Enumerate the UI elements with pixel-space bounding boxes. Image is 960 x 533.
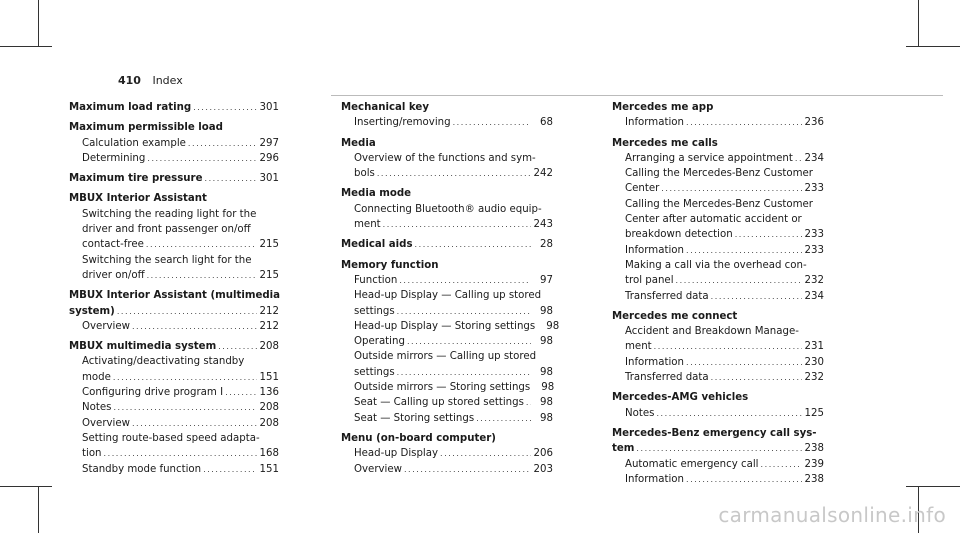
page-number: 410: [118, 74, 141, 87]
index-entry: [612, 426, 824, 487]
page-reference-link[interactable]: 203: [533, 463, 553, 475]
entry-text: Setting route-based speed adapta-: [82, 432, 260, 444]
index-subentry-line: [612, 197, 824, 212]
leader-dots: [193, 100, 257, 115]
page-reference-link[interactable]: 212: [259, 320, 279, 332]
entry-text: system): [69, 305, 115, 317]
leader-dots: [397, 304, 531, 319]
index-heading-line: [341, 431, 553, 446]
index-subentry-line: [612, 406, 824, 421]
leader-dots: [686, 472, 802, 487]
leader-dots: [440, 446, 531, 461]
crop-mark: [918, 0, 919, 47]
index-subentry-line: [612, 324, 824, 339]
page-reference-link[interactable]: 296: [259, 152, 279, 164]
entry-text: Head-up Display — Calling up stored: [354, 290, 542, 302]
page-reference-link[interactable]: 233: [804, 229, 824, 241]
entry-text: Overview: [82, 417, 130, 429]
page-reference-link[interactable]: 208: [259, 417, 279, 429]
leader-dots: [654, 339, 802, 354]
entry-text: Calling the Mercedes-Benz Customer: [625, 198, 813, 210]
leader-dots: [104, 446, 257, 461]
page-reference-link[interactable]: 206: [533, 448, 553, 460]
page-reference-link[interactable]: 242: [533, 168, 553, 180]
page-reference-link[interactable]: 234: [804, 152, 824, 164]
index-entry: [69, 339, 279, 477]
entry-text: Head-up Display: [354, 448, 439, 460]
page-reference-link[interactable]: 98: [540, 336, 553, 348]
leader-dots: [407, 334, 531, 349]
entry-text: Notes: [625, 407, 655, 419]
entry-text: driver on/off: [82, 269, 145, 281]
page-reference-link[interactable]: 215: [259, 239, 279, 251]
page-reference-link[interactable]: 301: [259, 173, 279, 185]
index-subentry-line: [612, 472, 824, 487]
leader-dots: [735, 227, 802, 242]
index-subentry-line: [341, 395, 553, 410]
index-subentry-line: [612, 339, 824, 354]
leader-dots: [636, 441, 802, 456]
index-subentry-line: [341, 462, 553, 477]
leader-dots: [686, 355, 802, 370]
entry-text: bols: [354, 168, 375, 180]
entry-text: Accident and Breakdown Manage-: [625, 326, 799, 338]
entry-text: Outside mirrors — Calling up stored: [354, 351, 537, 363]
index-heading-line: [612, 136, 824, 151]
leader-dots: [656, 406, 802, 421]
entry-text: Operating: [354, 336, 405, 348]
leader-dots: [404, 462, 531, 477]
entry-text: Standby mode function: [82, 463, 202, 475]
index-entry: [341, 136, 553, 182]
page-reference-link[interactable]: 234: [804, 290, 824, 302]
crop-mark: [38, 486, 39, 533]
page-header: [118, 74, 183, 87]
index-heading-line: [612, 441, 824, 456]
index-heading-line: [341, 258, 553, 273]
index-subentry-line: [341, 349, 553, 364]
index-entry: [341, 237, 553, 252]
index-subentry-line: [612, 166, 824, 181]
leader-dots: [686, 115, 802, 130]
index-subentry-line: [341, 288, 553, 303]
index-subentry-line: [612, 273, 824, 288]
index-entry: [341, 431, 553, 477]
index-subentry-line: [341, 217, 553, 232]
index-entry: [69, 120, 279, 166]
index-subentry-line: [341, 151, 553, 166]
page-reference-link[interactable]: 239: [804, 458, 824, 470]
entry-text: Media: [341, 137, 376, 149]
entry-text: Seat — Calling up stored settings: [354, 397, 524, 409]
entry-text: Mechanical key: [341, 102, 429, 113]
index-subentry-line: [612, 151, 824, 166]
page-reference-link[interactable]: 233: [804, 183, 824, 195]
header-rule: [331, 95, 943, 96]
index-entry: [69, 288, 279, 334]
crop-mark: [906, 46, 960, 47]
watermark-text: carmanualsonline.info: [718, 503, 946, 527]
entry-text: Making a call via the overhead con-: [625, 259, 807, 271]
index-heading-line: [69, 120, 279, 135]
index-subentry-line: [69, 222, 279, 237]
entry-text: Arranging a service appointment: [625, 152, 793, 164]
index-heading-line: [341, 237, 553, 252]
page-reference-link[interactable]: 231: [804, 341, 824, 353]
page-reference-link[interactable]: 98: [540, 366, 553, 378]
page-reference-link[interactable]: 98: [540, 397, 553, 409]
entry-text: Information: [625, 117, 684, 129]
index-subentry-line: [69, 319, 279, 334]
leader-dots: [188, 136, 257, 151]
index-entry: [69, 171, 279, 186]
page-reference-link[interactable]: 208: [259, 341, 279, 353]
entry-text: Activating/deactivating standby: [82, 356, 245, 368]
crop-mark: [38, 0, 39, 47]
index-heading-line: [69, 191, 279, 206]
page-reference-link[interactable]: 98: [541, 382, 555, 394]
leader-dots: [661, 181, 802, 196]
entry-text: Switching the reading light for the: [82, 208, 257, 220]
leader-dots: [476, 411, 531, 426]
leader-dots: [377, 166, 531, 181]
entry-text: Inserting/removing: [354, 117, 451, 129]
entry-text: Transferred data: [625, 372, 709, 384]
index-subentry-line: [69, 385, 279, 400]
page-reference-link[interactable]: 125: [804, 407, 824, 419]
entry-text: Medical aids: [341, 239, 413, 251]
page-reference-link[interactable]: 97: [540, 274, 553, 286]
index-subentry-line: [612, 457, 824, 472]
leader-dots: [397, 365, 531, 380]
index-column-1: [69, 100, 279, 482]
leader-dots: [761, 457, 802, 472]
leader-dots: [383, 217, 531, 232]
index-subentry-line: [69, 400, 279, 415]
index-subentry-line: [69, 253, 279, 268]
entry-text: Mercedes-Benz emergency call sys-: [612, 427, 817, 439]
entry-text: ment: [354, 219, 381, 231]
index-entry: [612, 136, 824, 304]
entry-text: Center: [625, 183, 660, 195]
leader-dots: [676, 273, 802, 288]
entry-text: Information: [625, 244, 684, 256]
page-reference-link[interactable]: 301: [259, 102, 279, 113]
index-subentry-line: [612, 370, 824, 385]
leader-dots: [117, 304, 257, 319]
entry-text: Mercedes-AMG vehicles: [612, 392, 749, 404]
leader-dots: [711, 289, 802, 304]
entry-text: driver and front passenger on/off: [82, 224, 251, 236]
entry-text: mode: [82, 371, 111, 383]
index-entry: [69, 100, 279, 115]
entry-text: tem: [612, 443, 635, 455]
index-column-2: [341, 100, 560, 482]
index-heading-line: [69, 100, 279, 115]
entry-text: Maximum tire pressure: [69, 173, 203, 185]
entry-text: Information: [625, 356, 684, 368]
page-reference-link[interactable]: 68: [540, 117, 553, 129]
index-entry: [341, 186, 553, 232]
entry-text: Overview: [82, 320, 130, 332]
page-reference-link[interactable]: 136: [259, 387, 279, 399]
index-subentry-line: [612, 355, 824, 370]
index-subentry-line: [69, 354, 279, 369]
entry-text: Head-up Display — Storing settings: [354, 320, 536, 332]
index-subentry-line: [341, 365, 553, 380]
index-heading-line: [69, 171, 279, 186]
entry-text: Center after automatic accident or: [625, 214, 802, 226]
page-reference-link[interactable]: 208: [259, 402, 279, 414]
leader-dots: [113, 370, 257, 385]
index-subentry-line: [69, 370, 279, 385]
index-subentry-line: [69, 207, 279, 222]
page-reference-link[interactable]: 98: [540, 305, 553, 317]
page-reference-link[interactable]: 98: [540, 412, 553, 424]
page-reference-link[interactable]: 212: [259, 305, 279, 317]
leader-dots: [686, 243, 802, 258]
page-reference-link[interactable]: 230: [804, 356, 824, 368]
index-subentry-line: [341, 411, 553, 426]
leader-dots: [147, 268, 257, 283]
crop-mark: [906, 486, 960, 487]
index-subentry-line: [69, 431, 279, 446]
index-subentry-line: [612, 258, 824, 273]
index-subentry-line: [341, 446, 553, 461]
index-heading-line: [69, 304, 279, 319]
index-entry: [341, 100, 553, 131]
index-subentry-line: [341, 273, 553, 288]
leader-dots: [205, 171, 258, 186]
entry-text: Information: [625, 473, 684, 485]
page-reference-link[interactable]: 236: [804, 117, 824, 129]
index-subentry-line: [341, 334, 553, 349]
index-column-3: [612, 100, 824, 492]
entry-text: Mercedes me calls: [612, 137, 718, 149]
page-reference-link[interactable]: 28: [540, 239, 553, 251]
index-subentry-line: [69, 416, 279, 431]
entry-text: Maximum permissible load: [69, 122, 223, 134]
entry-text: ment: [625, 341, 652, 353]
index-heading-line: [69, 339, 279, 354]
leader-dots: [399, 273, 531, 288]
entry-text: Menu (on-board computer): [341, 432, 496, 444]
page-reference-link[interactable]: 151: [259, 371, 279, 383]
index-heading-line: [612, 100, 824, 115]
leader-dots: [113, 400, 257, 415]
leader-dots: [415, 237, 531, 252]
entry-text: Automatic emergency call: [625, 458, 759, 470]
index-subentry-line: [341, 115, 553, 130]
page-reference-link[interactable]: 98: [546, 320, 560, 332]
index-heading-line: [341, 100, 553, 115]
index-entry: [612, 309, 824, 385]
entry-text: Seat — Storing settings: [354, 412, 475, 424]
crop-mark: [0, 486, 52, 487]
entry-text: Configuring drive program I: [82, 387, 224, 399]
page-reference-link[interactable]: 243: [533, 219, 553, 231]
entry-text: Overview: [354, 463, 402, 475]
entry-text: contact-free: [82, 239, 144, 251]
entry-text: tion: [82, 448, 102, 460]
page-reference-link[interactable]: 233: [804, 244, 824, 256]
leader-dots: [453, 115, 531, 130]
index-subentry-line: [69, 237, 279, 252]
page-reference-link[interactable]: 297: [259, 137, 279, 149]
entry-text: Switching the search light for the: [82, 254, 252, 266]
entry-text: Function: [354, 274, 398, 286]
entry-text: MBUX Interior Assistant (multimedia: [69, 290, 281, 302]
index-subentry-line: [612, 212, 824, 227]
crop-mark: [0, 46, 52, 47]
entry-text: Maximum load rating: [69, 102, 192, 113]
index-subentry-line: [69, 136, 279, 151]
index-entry: [69, 191, 279, 283]
entry-text: trol panel: [625, 275, 674, 287]
leader-dots: [795, 151, 802, 166]
leader-dots: [218, 339, 257, 354]
index-subentry-line: [612, 289, 824, 304]
entry-text: Determining: [82, 152, 146, 164]
index-heading-line: [612, 390, 824, 405]
index-subentry-line: [69, 446, 279, 461]
entry-text: Outside mirrors — Storing settings: [354, 382, 531, 394]
index-heading-line: [69, 288, 279, 303]
index-subentry-line: [341, 319, 560, 334]
index-subentry-line: [69, 268, 279, 283]
page-reference-link[interactable]: 151: [259, 463, 279, 475]
index-heading-line: [612, 309, 824, 324]
index-subentry-line: [612, 243, 824, 258]
entry-text: Calculation example: [82, 137, 186, 149]
index-subentry-line: [612, 227, 824, 242]
page-reference-link[interactable]: 232: [804, 372, 824, 384]
index-subentry-line: [341, 380, 553, 395]
entry-text: Memory function: [341, 259, 439, 271]
page-reference-link[interactable]: 215: [259, 269, 279, 281]
entry-text: Overview of the functions and sym-: [354, 152, 536, 164]
index-heading-line: [341, 136, 553, 151]
leader-dots: [146, 237, 257, 252]
page-reference-link[interactable]: 238: [804, 473, 824, 485]
entry-text: Connecting Bluetooth® audio equip-: [354, 203, 542, 215]
entry-text: MBUX Interior Assistant: [69, 193, 207, 205]
index-subentry-line: [612, 181, 824, 196]
entry-text: Notes: [82, 402, 112, 414]
entry-text: settings: [354, 366, 395, 378]
index-subentry-line: [612, 115, 824, 130]
section-title: Index: [152, 74, 183, 87]
entry-text: Transferred data: [625, 290, 709, 302]
entry-text: Mercedes me connect: [612, 310, 738, 322]
index-subentry-line: [69, 462, 279, 477]
page-reference-link[interactable]: 232: [804, 275, 824, 287]
entry-text: breakdown detection: [625, 229, 733, 241]
page-reference-link[interactable]: 238: [804, 443, 824, 455]
leader-dots: [147, 151, 257, 166]
index-entry: [612, 390, 824, 421]
leader-dots: [225, 385, 257, 400]
index-entry: [341, 258, 560, 426]
leader-dots: [132, 319, 257, 334]
entry-text: MBUX multimedia system: [69, 341, 217, 353]
entry-text: settings: [354, 305, 395, 317]
entry-text: Media mode: [341, 188, 412, 200]
page-reference-link[interactable]: 168: [259, 448, 279, 460]
leader-dots: [711, 370, 802, 385]
entry-text: Mercedes me app: [612, 102, 714, 113]
leader-dots: [132, 416, 257, 431]
index-subentry-line: [341, 166, 553, 181]
leader-dots: [526, 395, 531, 410]
leader-dots: [203, 462, 257, 477]
index-subentry-line: [341, 202, 553, 217]
index-heading-line: [341, 186, 553, 201]
index-heading-line: [612, 426, 824, 441]
index-entry: [612, 100, 824, 131]
index-subentry-line: [69, 151, 279, 166]
entry-text: Calling the Mercedes-Benz Customer: [625, 168, 813, 180]
index-subentry-line: [341, 304, 553, 319]
